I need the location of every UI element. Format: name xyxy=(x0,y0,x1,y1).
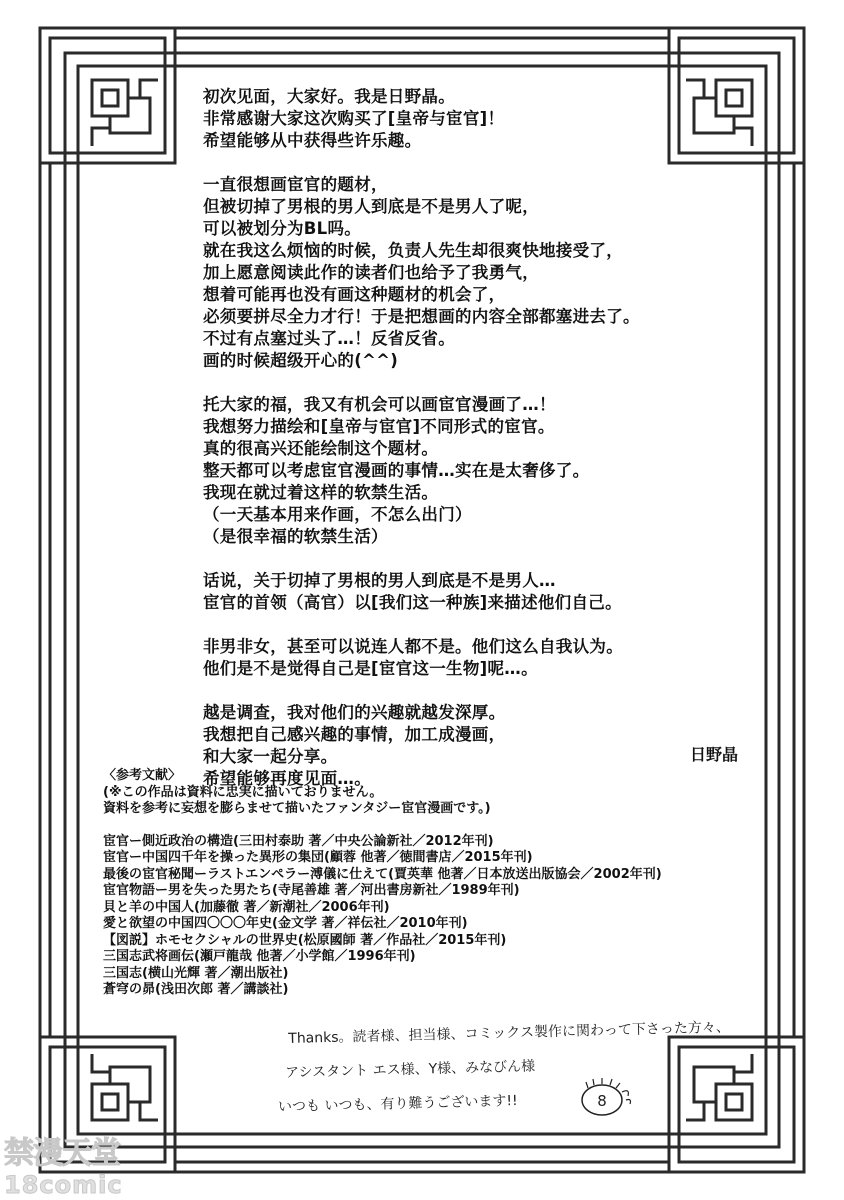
watermark-en: 18comic xyxy=(4,1171,123,1199)
afterword-line: 加上愿意阅读此作的读者们也给予了我勇气， xyxy=(203,263,539,282)
afterword-line: （一天基本用来作画，不怎么出门） xyxy=(203,505,472,524)
reference-item: 宦官ー側近政治の構造(三田村泰助 著／中央公論新社／2012年刊) xyxy=(103,833,494,849)
afterword-line: 想着可能再也没有画这种题材的机会了， xyxy=(203,285,506,304)
afterword-line: 初次见面，大家好。我是日野晶。 xyxy=(203,87,455,106)
afterword-line: 不过有点塞过头了…！反省反省。 xyxy=(203,329,455,348)
afterword-line: 可以被划分为BL吗。 xyxy=(203,219,362,238)
afterword-paragraph xyxy=(203,570,723,614)
reference-item: 愛と欲望の中国四〇〇〇年史(金文学 著／祥伝社／2010年刊) xyxy=(103,916,468,931)
author-signature: 日野晶 xyxy=(690,745,739,764)
reference-item: 蒼穹の昴(浅田次郎 著／講談社) xyxy=(103,982,289,997)
afterword-line: 我想把自己感兴趣的事情，加工成漫画， xyxy=(203,725,506,744)
reference-item: 最後の宦官秘聞ーラストエンペラー溥儀に仕えて(賈英華 他著／日本放送出版協会／2002年刊) xyxy=(103,866,662,882)
doodle-number: 8 xyxy=(597,1092,607,1110)
thanks-line: アシスタント エス様、Y様、みなびん様 xyxy=(284,1058,536,1082)
reference-item: 貝と羊の中国人(加藤徹 著／新潮社／2006年刊) xyxy=(103,899,390,915)
afterword-line: 越是调查，我对他们的兴趣就越发深厚。 xyxy=(203,703,506,722)
site-watermark xyxy=(4,1128,124,1200)
afterword-paragraph xyxy=(203,636,723,680)
afterword-line: 必须要拼尽全力才行！于是把想画的内容全部都塞进去了。 xyxy=(203,307,640,326)
afterword-line: 但被切掉了男根的男人到底是不是男人了呢， xyxy=(203,197,539,216)
afterword-line: 整天都可以考虑宦官漫画的事情…实在是太奢侈了。 xyxy=(203,461,590,480)
afterword-paragraph xyxy=(203,86,723,152)
watermark-cn: 禁漫天堂 xyxy=(4,1136,120,1171)
afterword-line: 他们是不是觉得自己是[宦官这一生物]呢…。 xyxy=(203,659,538,678)
handwritten-thanks xyxy=(277,1015,771,1130)
reference-list xyxy=(103,834,743,999)
afterword-line: 话说，关于切掉了男根的男人到底是不是男人… xyxy=(203,571,556,590)
afterword-text xyxy=(203,86,723,812)
references-note: 資料を参考に妄想を膨らませて描いたファンタジー宦官漫画です。) xyxy=(103,801,491,816)
references-section xyxy=(103,768,743,999)
afterword-line: 画的时候超级开心的(^^) xyxy=(203,351,399,370)
reference-item: 宦官ー中国四千年を操った異形の集団(顧蓉 他著／徳間書店／2015年刊) xyxy=(103,850,533,865)
afterword-line: 我想努力描绘和[皇帝与宦官]不同形式的宦官。 xyxy=(203,417,555,436)
thanks-line: いつも いつも、有り難うございます!! xyxy=(277,1093,518,1116)
references-heading: 〈参考文献〉 xyxy=(103,768,182,783)
afterword-line: 托大家的福，我又有机会可以画宦官漫画了…！ xyxy=(203,395,556,414)
reference-item: 【図説】ホモセクシャルの世界史(松原國師 著／作品社／2015年刊) xyxy=(103,932,507,948)
reference-item: 三国志武将画伝(瀬戸龍哉 他著／小学館／1996年刊) xyxy=(103,949,416,964)
afterword-line: （是很幸福的软禁生活） xyxy=(203,527,388,546)
reference-item: 三国志(横山光輝 著／潮出版社) xyxy=(103,965,289,981)
afterword-line: 就在我这么烦恼的时候，负责人先生却很爽快地接受了， xyxy=(203,241,623,260)
afterword-line: 一直很想画宦官的题材， xyxy=(203,175,388,194)
afterword-line: 和大家一起分享。 xyxy=(203,747,338,766)
afterword-line: 宦官的首领（高官）以[我们这一种族]来描述他们自己。 xyxy=(203,593,622,612)
afterword-paragraph xyxy=(203,394,723,548)
afterword-line: 希望能够从中获得些许乐趣。 xyxy=(203,131,422,150)
afterword-line: 非常感谢大家这次购买了[皇帝与宦官]！ xyxy=(203,109,505,128)
afterword-line: 我现在就过着这样的软禁生活。 xyxy=(203,483,439,502)
reference-item: 宦官物語ー男を失った男たち(寺尾善雄 著／河出書房新社／1989年刊) xyxy=(103,883,520,898)
references-note: (※この作品は資料に忠実に描いておりません。 xyxy=(103,784,383,800)
thanks-line: Thanks。読者様、担当様、コミックス製作に関わって下さった方々、 xyxy=(288,1019,731,1047)
afterword-line: 希望能够再度见面…。 xyxy=(203,769,371,788)
afterword-line: 真的很高兴还能绘制这个题材。 xyxy=(203,439,439,458)
afterword-line: 非男非女，甚至可以说连人都不是。他们这么自我认为。 xyxy=(203,637,623,656)
afterword-paragraph xyxy=(203,174,723,372)
face-doodle-icon xyxy=(578,1078,636,1118)
corner-top-left xyxy=(40,28,175,163)
